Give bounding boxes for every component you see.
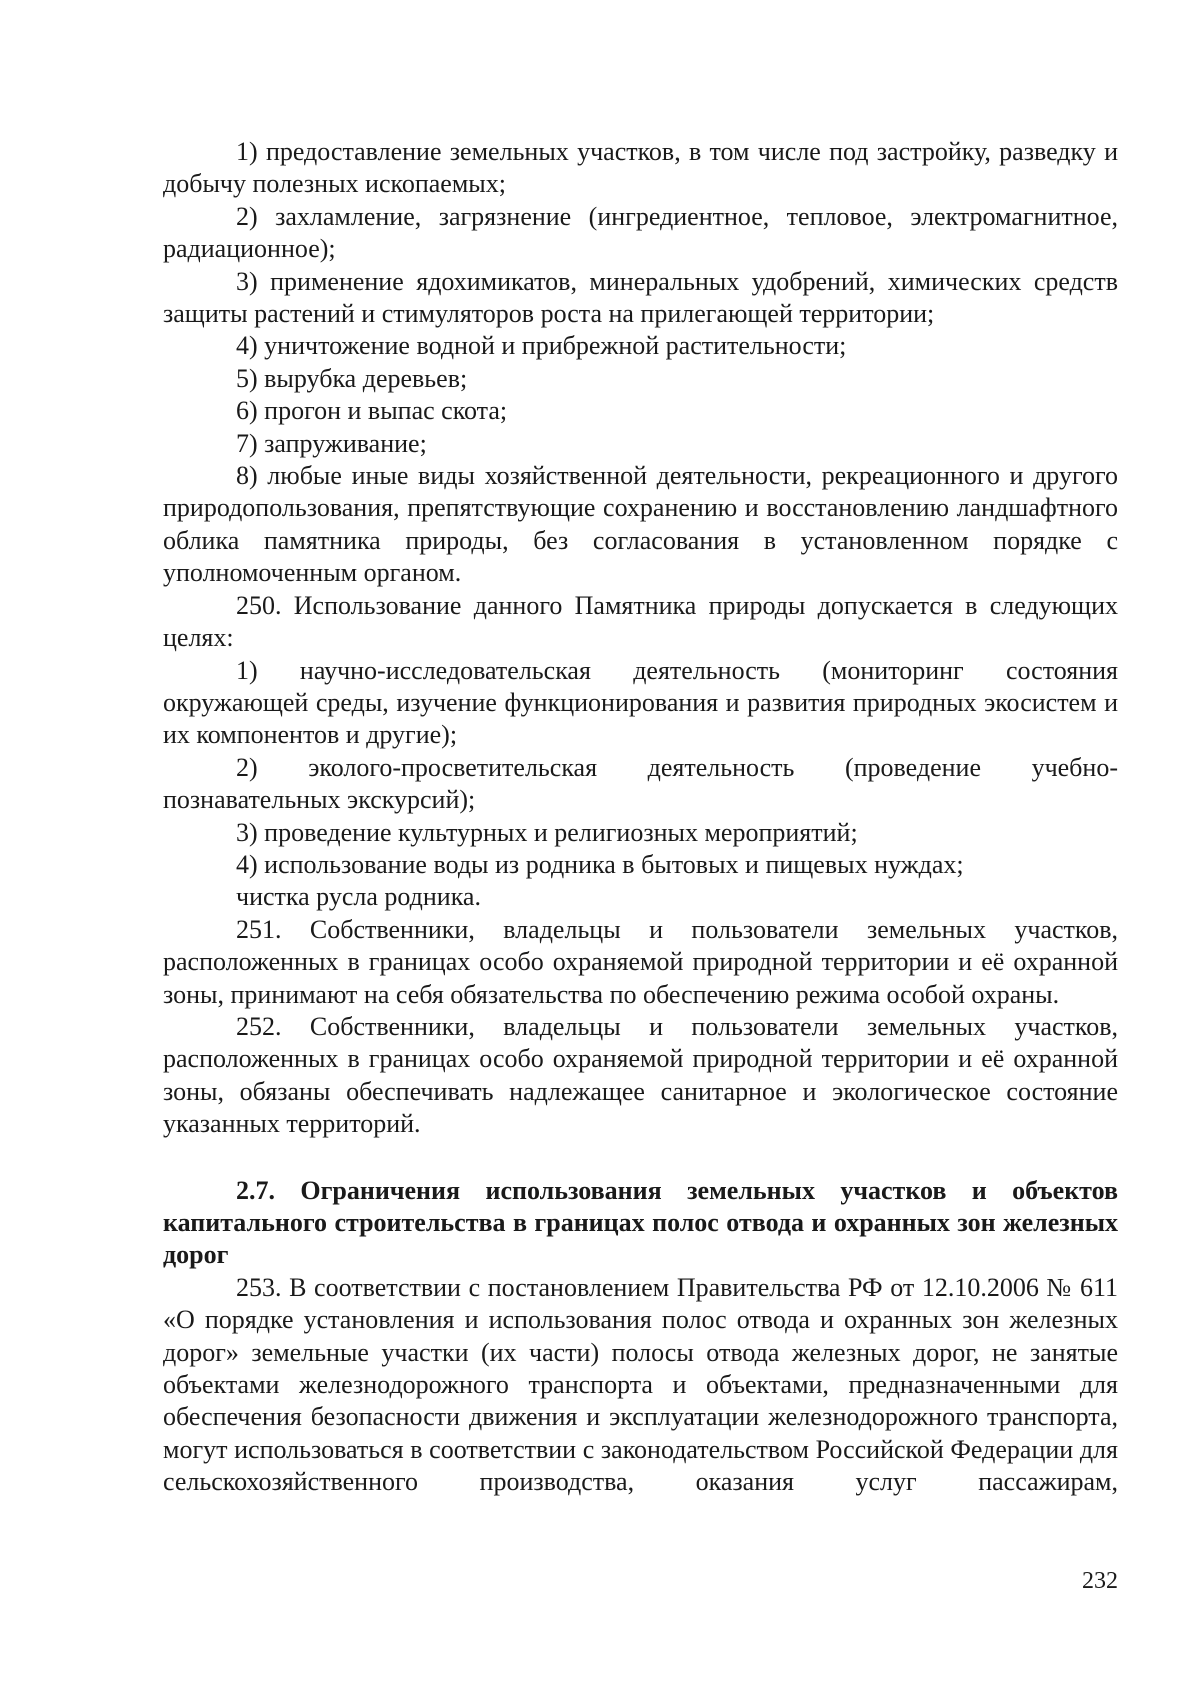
paragraph-250-item-1: 1) научно-исследовательская деятельность (мониторинг состояния окружающей среды, изучение функционирования и развития природных экосистем и их компонентов и другие);	[163, 655, 1118, 750]
paragraph-item-8: 8) любые иные виды хозяйственной деятельности, рекреационного и другого природопользования, препятствующие сохранению и восстановлению ландшафтного облика памятника природы, без согласования в установленном порядке с уполномоченным органом.	[163, 461, 1118, 588]
paragraph-item-2: 2) захламление, загрязнение (ингредиентное, тепловое, электромагнитное, радиационное);	[163, 201, 1118, 264]
paragraph-252: 252. Собственники, владельцы и пользователи земельных участков, расположенных в границах особо охраняемой природной территории и её охранной зоны, обязаны обеспечивать надлежащее санитарное и экологическое состояние указанных территорий.	[163, 1011, 1118, 1139]
paragraph-250-item-4: 4) использование воды из родника в бытовых и пищевых нуждах;	[236, 849, 964, 879]
paragraph-250-item-2: 2) эколого-просветительская деятельность (проведение учебно-познавательных экскурсий);	[163, 752, 1118, 815]
paragraph-item-7: 7) запруживание;	[236, 428, 427, 458]
document-body	[163, 136, 1118, 1499]
paragraph-250-item-5: чистка русла родника.	[236, 882, 481, 912]
paragraph-251: 251. Собственники, владельцы и пользователи земельных участков, расположенных в границах особо охраняемой природной территории и её охранной зоны, принимают на себя обязательства по обеспечению режима особой охраны.	[163, 914, 1118, 1009]
paragraph-item-4: 4) уничтожение водной и прибрежной растительности;	[236, 331, 847, 361]
paragraph-item-6: 6) прогон и выпас скота;	[236, 396, 508, 426]
page-number: 232	[1082, 1568, 1118, 1594]
paragraph-item-1: 1) предоставление земельных участков, в том числе под застройку, разведку и добычу полезных ископаемых;	[163, 137, 1118, 199]
section-heading: 2.7. Ограничения использования земельных участков и объектов капитального строительства в границах полос отвода и охранных зон железных дорог	[163, 1175, 1118, 1270]
paragraph-253: 253. В соответствии с постановлением Правительства РФ от 12.10.2006 № 611 «О порядке установления и использования полос отвода и охранных зон железных дорог» земельные участки (их части) полосы отвода железных дорог, не занятые объектами железнодорожного транспорта и объектами, предназначенными для обеспечения безопасности движения и эксплуатации железнодорожного транспорта, могут использоваться в соответствии с законодательством Российской Федерации для сельскохозяйственного производства, оказания услуг пассажирам,	[163, 1272, 1118, 1497]
paragraph-250: 250. Использование данного Памятника природы допускается в следующих целях:	[163, 590, 1118, 653]
paragraph-item-5: 5) вырубка деревьев;	[236, 363, 468, 393]
paragraph-250-item-3: 3) проведение культурных и религиозных мероприятий;	[236, 817, 858, 847]
paragraph-item-3: 3) применение ядохимикатов, минеральных удобрений, химических средств защиты растений и стимуляторов роста на прилегающей территории;	[163, 266, 1118, 329]
